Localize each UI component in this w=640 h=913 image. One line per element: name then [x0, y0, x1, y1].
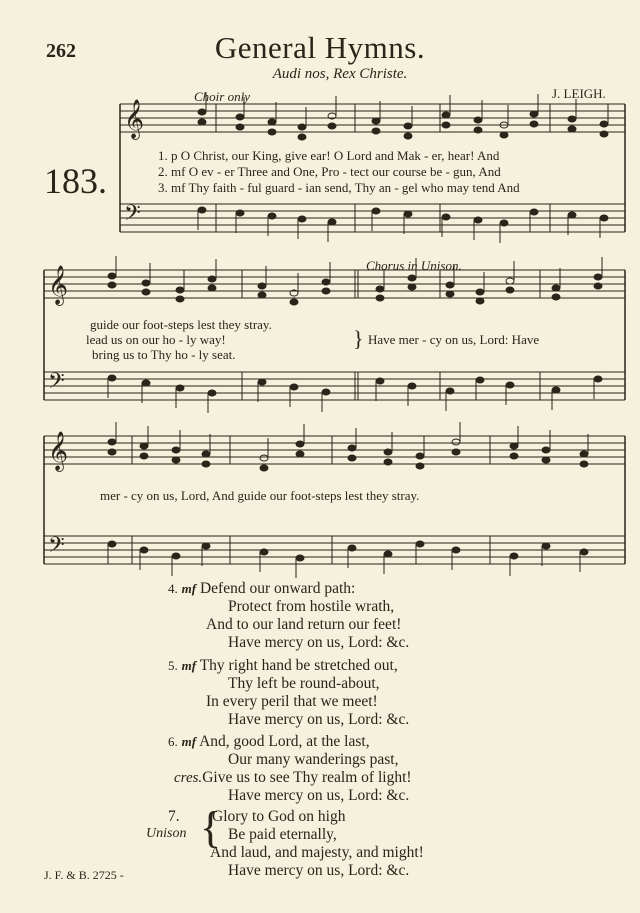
- note-head: [298, 134, 306, 140]
- note-head: [600, 131, 608, 137]
- note-head: [476, 298, 484, 304]
- note-head: [260, 455, 268, 461]
- verse-6: [168, 733, 370, 751]
- verse-number: 6.: [168, 734, 178, 749]
- verse-line: Have mercy on us, Lord: &c.: [228, 862, 410, 879]
- note-head: [600, 215, 608, 221]
- treble-clef: 𝄞: [124, 99, 145, 139]
- note-head: [298, 216, 306, 222]
- note-head: [542, 457, 550, 463]
- chorus-marking: Chorus in Unison.: [366, 258, 462, 273]
- note-head: [198, 207, 206, 213]
- verse-line: Have mercy on us, Lord: &c.: [228, 711, 410, 728]
- note-head: [208, 285, 216, 291]
- note-head: [142, 280, 150, 286]
- note-head: [416, 453, 424, 459]
- dynamic-mark: mf: [181, 658, 197, 673]
- note-head: [348, 445, 356, 451]
- hymn-title: Audi nos, Rex Christe.: [272, 66, 408, 82]
- brace: }: [353, 326, 364, 351]
- note-head: [384, 449, 392, 455]
- lyric-chorus: Have mer - cy on us, Lord: Have: [368, 332, 540, 347]
- verse-number: 5.: [168, 658, 178, 673]
- note-head: [108, 375, 116, 381]
- note-head: [268, 213, 276, 219]
- note-head: [506, 278, 514, 284]
- note-head: [408, 284, 416, 290]
- note-head: [530, 121, 538, 127]
- note-head: [580, 549, 588, 555]
- verse-line: In every peril that we meet!: [206, 693, 378, 710]
- note-head: [474, 217, 482, 223]
- note-head: [506, 287, 514, 293]
- note-head: [510, 553, 518, 559]
- note-head: [600, 121, 608, 127]
- note-head: [594, 283, 602, 289]
- note-head: [542, 447, 550, 453]
- note-head: [108, 273, 116, 279]
- verse-line: Defend our onward path:: [199, 580, 356, 597]
- note-head: [446, 291, 454, 297]
- verse-7-brace: {: [200, 803, 222, 852]
- note-head: [260, 549, 268, 555]
- note-head: [172, 457, 180, 463]
- lyric-s2-line-2: lead us on our ho - ly way!: [86, 332, 226, 347]
- verse-number: 4.: [168, 581, 178, 596]
- note-head: [372, 118, 380, 124]
- note-head: [452, 547, 460, 553]
- hymn-number: 183.: [44, 161, 107, 201]
- page-number: 262: [46, 40, 76, 62]
- treble-clef: 𝄞: [48, 265, 69, 305]
- note-head: [260, 465, 268, 471]
- note-head: [408, 275, 416, 281]
- note-head: [296, 555, 304, 561]
- note-head: [404, 123, 412, 129]
- bass-clef: 𝄢: [124, 201, 141, 231]
- note-head: [594, 376, 602, 382]
- note-head: [568, 116, 576, 122]
- verse-line: And to our land return our feet!: [206, 616, 402, 633]
- verse-line: And laud, and majesty, and might!: [210, 844, 424, 861]
- lyric-s2-line-1: guide our foot-steps lest they stray.: [90, 317, 272, 332]
- note-head: [530, 209, 538, 215]
- verse-cres-line: [174, 769, 412, 787]
- verse-line: Have mercy on us, Lord: &c.: [228, 634, 410, 651]
- note-head: [408, 383, 416, 389]
- note-head: [172, 447, 180, 453]
- note-head: [142, 289, 150, 295]
- cres-mark: cres.: [174, 770, 203, 786]
- note-head: [198, 119, 206, 125]
- note-head: [376, 286, 384, 292]
- note-head: [476, 289, 484, 295]
- note-head: [372, 128, 380, 134]
- lyric-line-3: 3. mf Thy faith - ful guard - ian send, Thy an - gel who may tend And: [158, 180, 520, 195]
- note-head: [108, 282, 116, 288]
- note-head: [142, 380, 150, 386]
- note-head: [296, 451, 304, 457]
- note-head: [552, 387, 560, 393]
- note-head: [322, 279, 330, 285]
- verse-line: Our many wanderings past,: [228, 751, 399, 768]
- note-head: [510, 443, 518, 449]
- note-head: [328, 123, 336, 129]
- note-head: [384, 551, 392, 557]
- note-head: [500, 132, 508, 138]
- note-head: [202, 451, 210, 457]
- note-head: [258, 379, 266, 385]
- note-head: [452, 449, 460, 455]
- dynamic-mark: mf: [181, 581, 197, 596]
- note-head: [322, 288, 330, 294]
- note-head: [268, 129, 276, 135]
- note-head: [108, 439, 116, 445]
- note-head: [208, 390, 216, 396]
- note-head: [176, 287, 184, 293]
- note-head: [446, 282, 454, 288]
- choir-marking: Choir only: [194, 89, 250, 104]
- note-head: [290, 384, 298, 390]
- note-head: [404, 211, 412, 217]
- note-head: [322, 389, 330, 395]
- verse-line: Glory to God on high: [212, 808, 346, 825]
- note-head: [442, 214, 450, 220]
- note-head: [552, 285, 560, 291]
- footer-publisher: J. F. & B. 2725 -: [44, 868, 124, 882]
- note-head: [236, 124, 244, 130]
- note-head: [376, 295, 384, 301]
- note-head: [140, 443, 148, 449]
- note-head: [416, 463, 424, 469]
- note-head: [202, 461, 210, 467]
- verse-line: Be paid eternally,: [228, 826, 337, 843]
- note-head: [568, 212, 576, 218]
- note-head: [446, 388, 454, 394]
- note-head: [176, 296, 184, 302]
- note-head: [442, 122, 450, 128]
- note-head: [530, 111, 538, 117]
- note-head: [580, 451, 588, 457]
- verse-line: Have mercy on us, Lord: &c.: [228, 787, 410, 804]
- note-head: [298, 124, 306, 130]
- note-head: [476, 377, 484, 383]
- lyric-line-1: 1. p O Christ, our King, give ear! O Lord and Mak - er, hear! And: [158, 148, 500, 163]
- note-head: [542, 543, 550, 549]
- note-head: [568, 126, 576, 132]
- bass-clef: 𝄢: [48, 533, 65, 563]
- note-head: [328, 219, 336, 225]
- lyric-line-2: 2. mf O ev - er Three and One, Pro - tect our course be - gun, And: [158, 164, 501, 179]
- verse-line: Thy right hand be stretched out,: [199, 657, 398, 674]
- note-head: [452, 439, 460, 445]
- note-head: [258, 283, 266, 289]
- note-head: [594, 274, 602, 280]
- lyric-s3: mer - cy on us, Lord, And guide our foot-steps lest they stray.: [100, 488, 420, 503]
- note-head: [208, 276, 216, 282]
- verse-line: And, good Lord, at the last,: [199, 733, 370, 750]
- treble-clef: 𝄞: [48, 431, 69, 471]
- verse-line: Thy left be round-about,: [228, 675, 380, 692]
- verse-5: [168, 657, 398, 675]
- note-head: [198, 109, 206, 115]
- note-head: [474, 117, 482, 123]
- note-head: [510, 453, 518, 459]
- verse-4: [168, 580, 355, 598]
- note-head: [108, 541, 116, 547]
- bass-clef: 𝄢: [48, 369, 65, 399]
- note-head: [580, 461, 588, 467]
- note-head: [404, 133, 412, 139]
- note-head: [290, 299, 298, 305]
- note-head: [140, 547, 148, 553]
- note-head: [376, 378, 384, 384]
- note-head: [268, 119, 276, 125]
- note-head: [236, 210, 244, 216]
- section-title: General Hymns.: [214, 30, 426, 65]
- note-head: [442, 112, 450, 118]
- note-head: [552, 294, 560, 300]
- verse-line: Give us to see Thy realm of light!: [202, 769, 412, 786]
- note-head: [176, 385, 184, 391]
- note-head: [258, 292, 266, 298]
- verse-7-number: 7.: [168, 808, 180, 825]
- note-head: [372, 208, 380, 214]
- note-head: [384, 459, 392, 465]
- note-head: [172, 553, 180, 559]
- note-head: [348, 545, 356, 551]
- unison-label: Unison: [146, 826, 187, 841]
- note-head: [474, 127, 482, 133]
- note-head: [236, 114, 244, 120]
- note-head: [296, 441, 304, 447]
- composer: J. LEIGH.: [552, 86, 606, 101]
- note-head: [108, 449, 116, 455]
- dynamic-mark: mf: [181, 734, 197, 749]
- note-head: [500, 220, 508, 226]
- note-head: [202, 543, 210, 549]
- note-head: [506, 382, 514, 388]
- lyric-s2-line-3: bring us to Thy ho - ly seat.: [92, 347, 236, 362]
- note-head: [140, 453, 148, 459]
- note-head: [416, 541, 424, 547]
- verse-line: Protect from hostile wrath,: [228, 598, 395, 615]
- note-head: [348, 455, 356, 461]
